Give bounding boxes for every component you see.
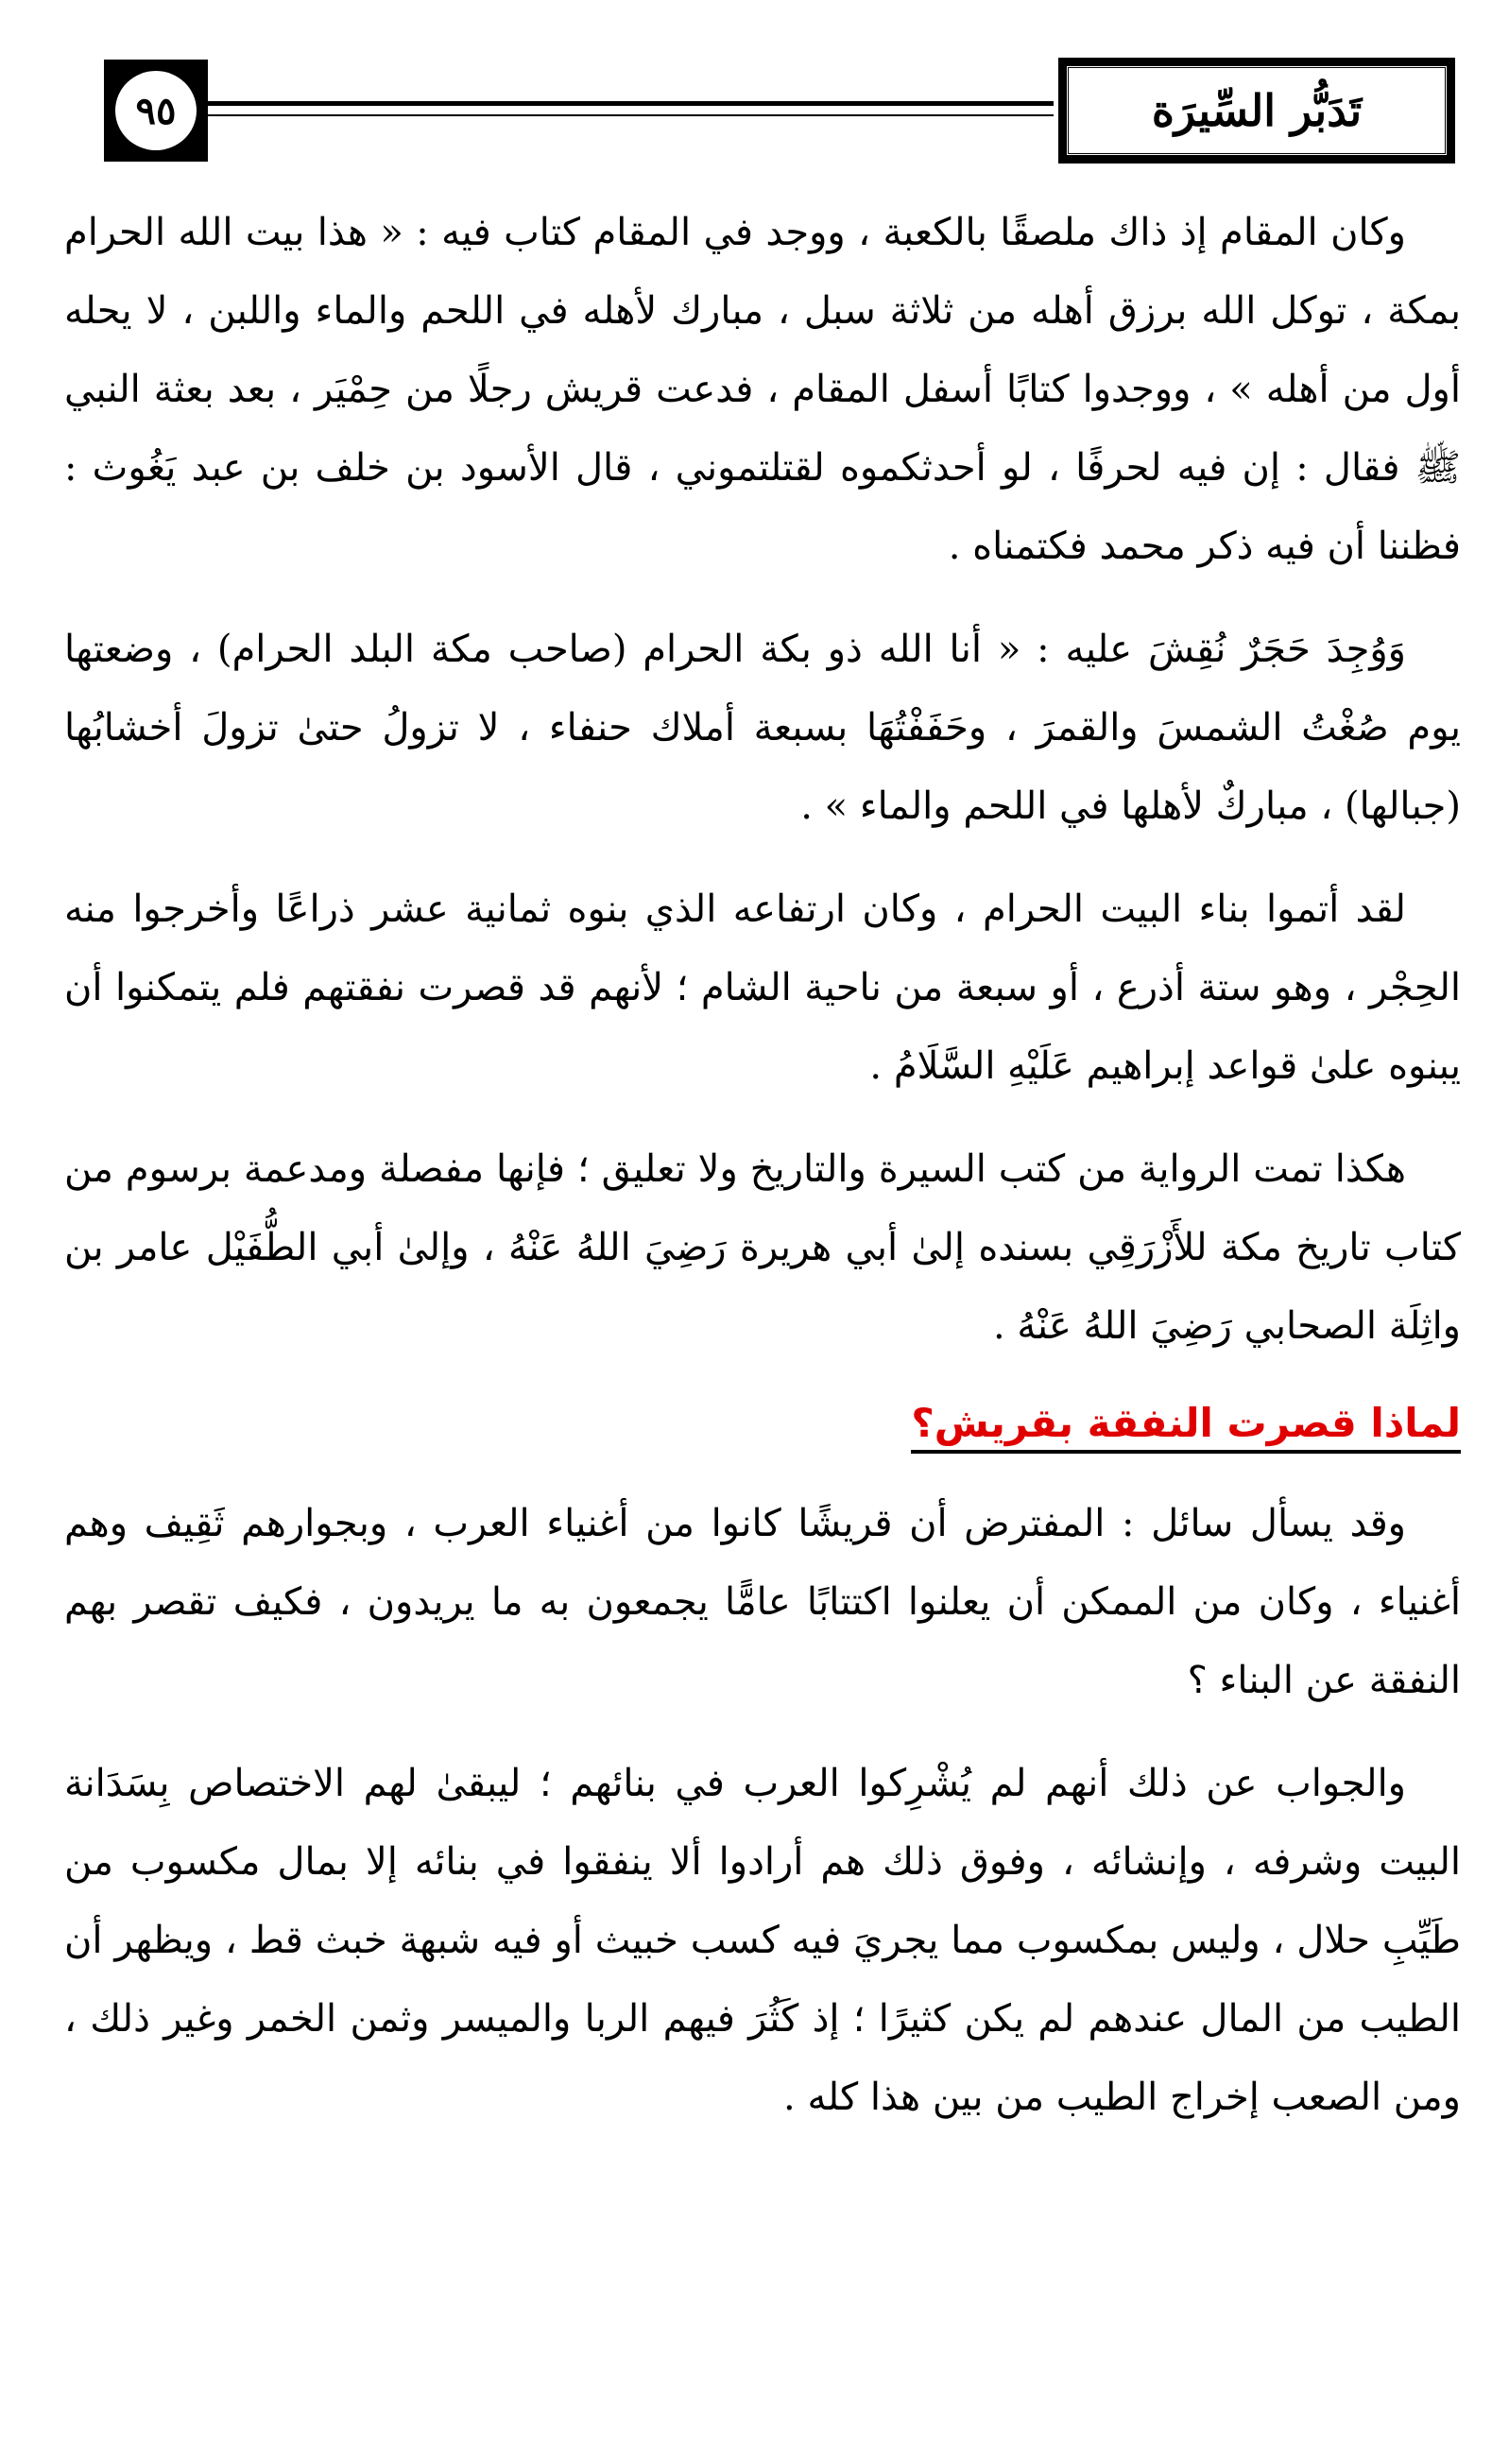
running-title-frame (1058, 58, 1455, 164)
page-number: ٩٥ (112, 68, 199, 153)
header-rule-thin (208, 114, 1054, 116)
running-title: تَدَبُّر السِّيرَة (1066, 65, 1448, 156)
page-header (57, 52, 1455, 170)
section-heading (64, 1390, 1461, 1456)
page-number-frame (104, 60, 208, 162)
section-heading-text: لماذا قصرت النفقة بقريش؟ (911, 1400, 1461, 1454)
header-rule-thick (208, 101, 1054, 106)
paragraph-answer: والجواب عن ذلك أنهم لم يُشْرِكوا العرب في بنائهم ؛ ليبقىٰ لهم الاختصاص بِسَدَانة البيت وشرفه ، وإنشائه ، وفوق ذلك هم أرادوا ألا ينفقوا في بنائه إلا بمال مكسوب من طَيِّبِ حلال ، وليس بمكسوب مما يجريَ فيه كسب خبيث أو فيه شبهة خبث قط ، ويظهر أن الطيب من المال عندهم لم يكن كثيرًا ؛ إذ كَثُرَ فيهم الربا والميسر وثمن الخمر وغير ذلك ، ومن الصعب إخراج الطيب من بين هذا كله . (64, 1762, 1461, 2119)
paragraph-question: وقد يسأل سائل : المفترض أن قريشًا كانوا من أغنياء العرب ، وبجوارهم ثَقِيف وهم أغنياء ، وكان من الممكن أن يعلنوا اكتتابًا عامًّا يجمعون به ما يريدون ، فكيف تقصر بهم النفقة عن البناء ؟ (64, 1502, 1461, 1702)
page-body (64, 194, 1461, 2162)
paragraph-building-completed: لقد أتموا بناء البيت الحرام ، وكان ارتفاعه الذي بنوه ثمانية عشر ذراعًا وأخرجوا منه الحِجْر ، وهو ستة أذرع ، أو سبعة من ناحية الشام ؛ لأنهم قد قصرت نفقتهم فلم يتمكنوا أن يبنوه علىٰ قواعد إبراهيم عَلَيْهِ السَّلَامُ . (64, 887, 1461, 1088)
paragraph-maqam-inscription: وكان المقام إذ ذاك ملصقًا بالكعبة ، ووجد في المقام كتاب فيه : « هذا بيت الله الحرام بمكة ، توكل الله برزق أهله من ثلاثة سبل ، مبارك لأهله في اللحم والماء واللبن ، لا يحله أول من أهله » ، ووجدوا كتابًا أسفل المقام ، فدعت قريش رجلًا من حِمْيَر ، بعد بعثة النبي ﷺ فقال : إن فيه لحرفًا ، لو أحدثكموه لقتلتموني ، قال الأسود بن خلف بن عبد يَغُوث : فظننا أن فيه ذكر محمد فكتمناه . (64, 211, 1462, 568)
paragraph-sources: هكذا تمت الرواية من كتب السيرة والتاريخ ولا تعليق ؛ فإنها مفصلة ومدعمة برسوم من كتاب تاريخ مكة للأَزْرَقِي بسنده إلىٰ أبي هريرة رَضِيَ اللهُ عَنْهُ ، وإلىٰ أبي الطُّفَيْل عامر بن واثِلَة الصحابي رَضِيَ اللهُ عَنْهُ . (64, 1147, 1461, 1348)
paragraph-engraved-stone: وَوُجِدَ حَجَرٌ نُقِشَ عليه : « أنا الله ذو بكة الحرام (صاحب مكة البلد الحرام) ، وضعتها يوم صُغْتُ الشمسَ والقمرَ ، وحَفَفْتُهَا بسبعة أملاك حنفاء ، لا تزولُ حتىٰ تزولَ أخشابُها (جبالها) ، مباركٌ لأهلها في اللحم والماء » . (64, 628, 1461, 828)
